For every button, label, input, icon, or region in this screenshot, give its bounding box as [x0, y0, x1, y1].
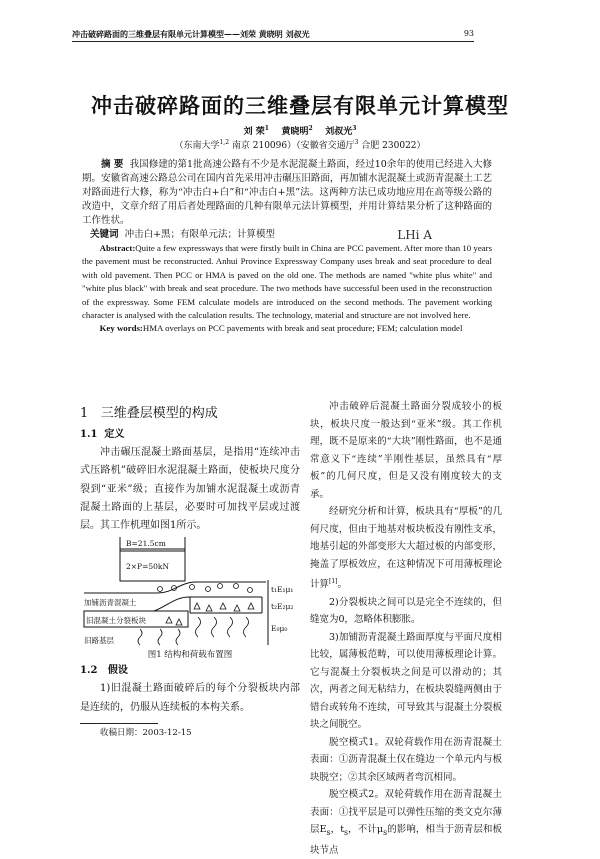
subsection-heading	[80, 426, 300, 444]
overlay-layer-label: 加铺沥青混凝土	[84, 598, 137, 608]
abstract-zh	[82, 158, 492, 228]
abstract-block	[82, 158, 492, 336]
affiliation-2-city: 合肥 230022）	[358, 141, 426, 151]
keywords-zh	[82, 228, 492, 242]
paragraph: 3)加铺沥青混凝土路面厚度与平面尺度相比较，属薄板范畴，可以使用薄板理论计算。它与混凝土分裂板块之间是可以滑动的；其次，两者之间无粘结力，在板块裂缝两侧由于错台或转角不连续，可导致其与混凝土分裂板块之间脱空。	[310, 631, 502, 731]
subscript: s	[326, 828, 331, 838]
paragraph-text: 经研究分析和计算，板块具有“厚板”的几何尺度，但由于地基对板块板没有刚性支承，地基引起的外部变形大大超过板的内部变形，掩盖了厚板效应，在这种情况下可用薄板理论计算	[310, 506, 502, 591]
subsection-title: 假设	[107, 665, 128, 677]
affiliation-1-city: 南京 210096）（安徽省交通厅	[229, 141, 355, 151]
author: 刘叔光	[325, 127, 353, 137]
received-date: 收稿日期：2003-12-15	[100, 728, 192, 739]
slab-layer-label: 旧混凝土分裂板块	[86, 616, 146, 626]
figure-structure-load	[80, 537, 300, 647]
paragraph-text: ，t	[330, 824, 345, 836]
affiliation-sup: 3	[354, 139, 359, 146]
keywords-zh-text: 冲击白+黑；有限单元法；计算模型	[124, 229, 276, 240]
affiliation-sup: 1,2	[219, 139, 230, 146]
footnote-divider	[80, 723, 158, 724]
section-title: 三维叠层模型的构成	[100, 406, 218, 421]
subsection-number: 1.1	[80, 429, 98, 440]
keywords-zh-label: 关键词	[90, 229, 119, 240]
keywords-en-label: Key words:	[99, 323, 143, 334]
subscript: s	[383, 828, 388, 838]
right-column-text	[310, 398, 502, 859]
author-sup: 2	[308, 125, 313, 132]
author-sup: 1	[264, 125, 269, 132]
author-sup: 3	[352, 125, 357, 132]
abstract-zh-text: 我国修建的第1批高速公路有不少是水泥混凝土路面，经过10余年的使用已经进入大修期。安徽省高速公路总公司在国内首先采用冲击碾压旧路面，再加铺水泥混凝土或沥青混凝土工艺对路面进行大修，称为“冲击白+白”和“冲击白+黑”法。这两种方法已成功地应用在高等级公路的改造中，文章介绍了用后者处理路面的几种有限单元法计算模型，并用计算结果分析了这种路面的工作性状。	[82, 159, 493, 226]
paragraph: 2)分裂板块之间可以是完全不连续的，但缝宽为0，忽略体积膨胀。	[310, 596, 502, 626]
abstract-en-text: Quite a few expressways that were firstly built in China are PCC pavement. After more than 10 years the pavement must be reconstructed. Anhui Province Expressway Company uses break and seat procedure to deal with old pavement. Then PCC or HMA is paved on the old one. The methods are named "white plus white" and "white plus black" with break and seat procedure. The two methods have successful been used in the reconstruction of the expressway. Some FEM calculate models are introduced on the second methods. The pavement working character is analysed with the calculation results. The technology, material and structure are not involved here.	[82, 243, 492, 321]
subsection-title: 定义	[104, 429, 125, 440]
subsection-heading	[80, 662, 300, 680]
paragraph: 冲击破碎后混凝土路面分裂成较小的板块，板块尺度一般达到“亚米”级。其工作机理，既不是原来的“大块”刚性路面，也不是通常意义下“连续”半刚性基层，虽然具有“厚板”的几何尺度，但是又没有刚度较大的支承。	[310, 401, 502, 500]
citation: [1]	[329, 578, 338, 585]
left-column-text	[80, 426, 300, 739]
running-header	[72, 29, 474, 42]
abstract-en	[82, 242, 492, 322]
running-title: 冲击破碎路面的三维叠层有限单元计算模型——刘荣 黄晓明 刘叔光	[72, 29, 310, 39]
handwritten-mark: LHi A	[397, 228, 432, 242]
paragraph-text: ，不计μ	[348, 824, 384, 836]
affiliation-1: （东南大学	[174, 141, 220, 151]
paragraph	[310, 503, 502, 594]
layer1-params: t₁E₁μ₁	[271, 585, 294, 595]
paragraph	[310, 786, 502, 859]
subgrade-params: E₀μ₀	[271, 624, 288, 634]
authors	[0, 124, 600, 137]
keywords-en	[82, 322, 492, 335]
author: 黄晓明	[281, 127, 309, 137]
subscript: s	[344, 828, 349, 838]
paragraph-text: 脱空模式2。双轮荷载作用在沥青混凝土表面：①找平层是可以弹性压缩的类文克尔薄层E	[310, 789, 502, 836]
subsection-number: 1.2	[80, 665, 98, 677]
page-number: 93	[463, 29, 474, 38]
paragraph-text: 的影响，相当于沥青层和板块节点	[310, 824, 502, 856]
abstract-zh-label: 摘 要	[101, 159, 124, 170]
paragraph: 脱空模式1。双轮荷载作用在沥青混凝土表面：①沥青混凝土仅在缝边一个单元内与板块脱空；②其余区域两者弯沉相同。	[310, 736, 502, 783]
figure-caption: 图1 结构和荷载布置图	[147, 650, 233, 661]
paper-title: 冲击破碎路面的三维叠层有限单元计算模型	[91, 93, 509, 118]
base-layer-label: 旧路基层	[84, 636, 114, 646]
affiliation	[0, 138, 600, 151]
keywords-en-text: HMA overlays on PCC pavements with break and seat procedure; FEM; calculation model	[142, 323, 463, 334]
section-number: 1	[80, 406, 89, 421]
layer2-params: t₂E₂μ₂	[271, 602, 294, 612]
paragraph: 1)旧混凝土路面破碎后的每个分裂板块内部是连续的，仍服从连续板的本构关系。	[80, 683, 300, 713]
paragraph: 冲击碾压混凝土路面基层，是指用“连续冲击式压路机”破碎旧水泥混凝土路面，使板块尺度分裂到“亚米”级；直接作为加铺水泥混凝土或沥青混凝土路面的上基层，必要时可加找平层或过渡层。其工作机理如图1所示。	[80, 447, 300, 532]
abstract-en-label: Abstract:	[99, 243, 136, 253]
width-label: B=21.5cm	[126, 539, 166, 549]
paragraph-text: 。	[337, 579, 348, 591]
section-heading	[80, 402, 218, 421]
load-label: 2×P=50kN	[126, 562, 170, 572]
author: 刘 荣	[243, 127, 265, 137]
